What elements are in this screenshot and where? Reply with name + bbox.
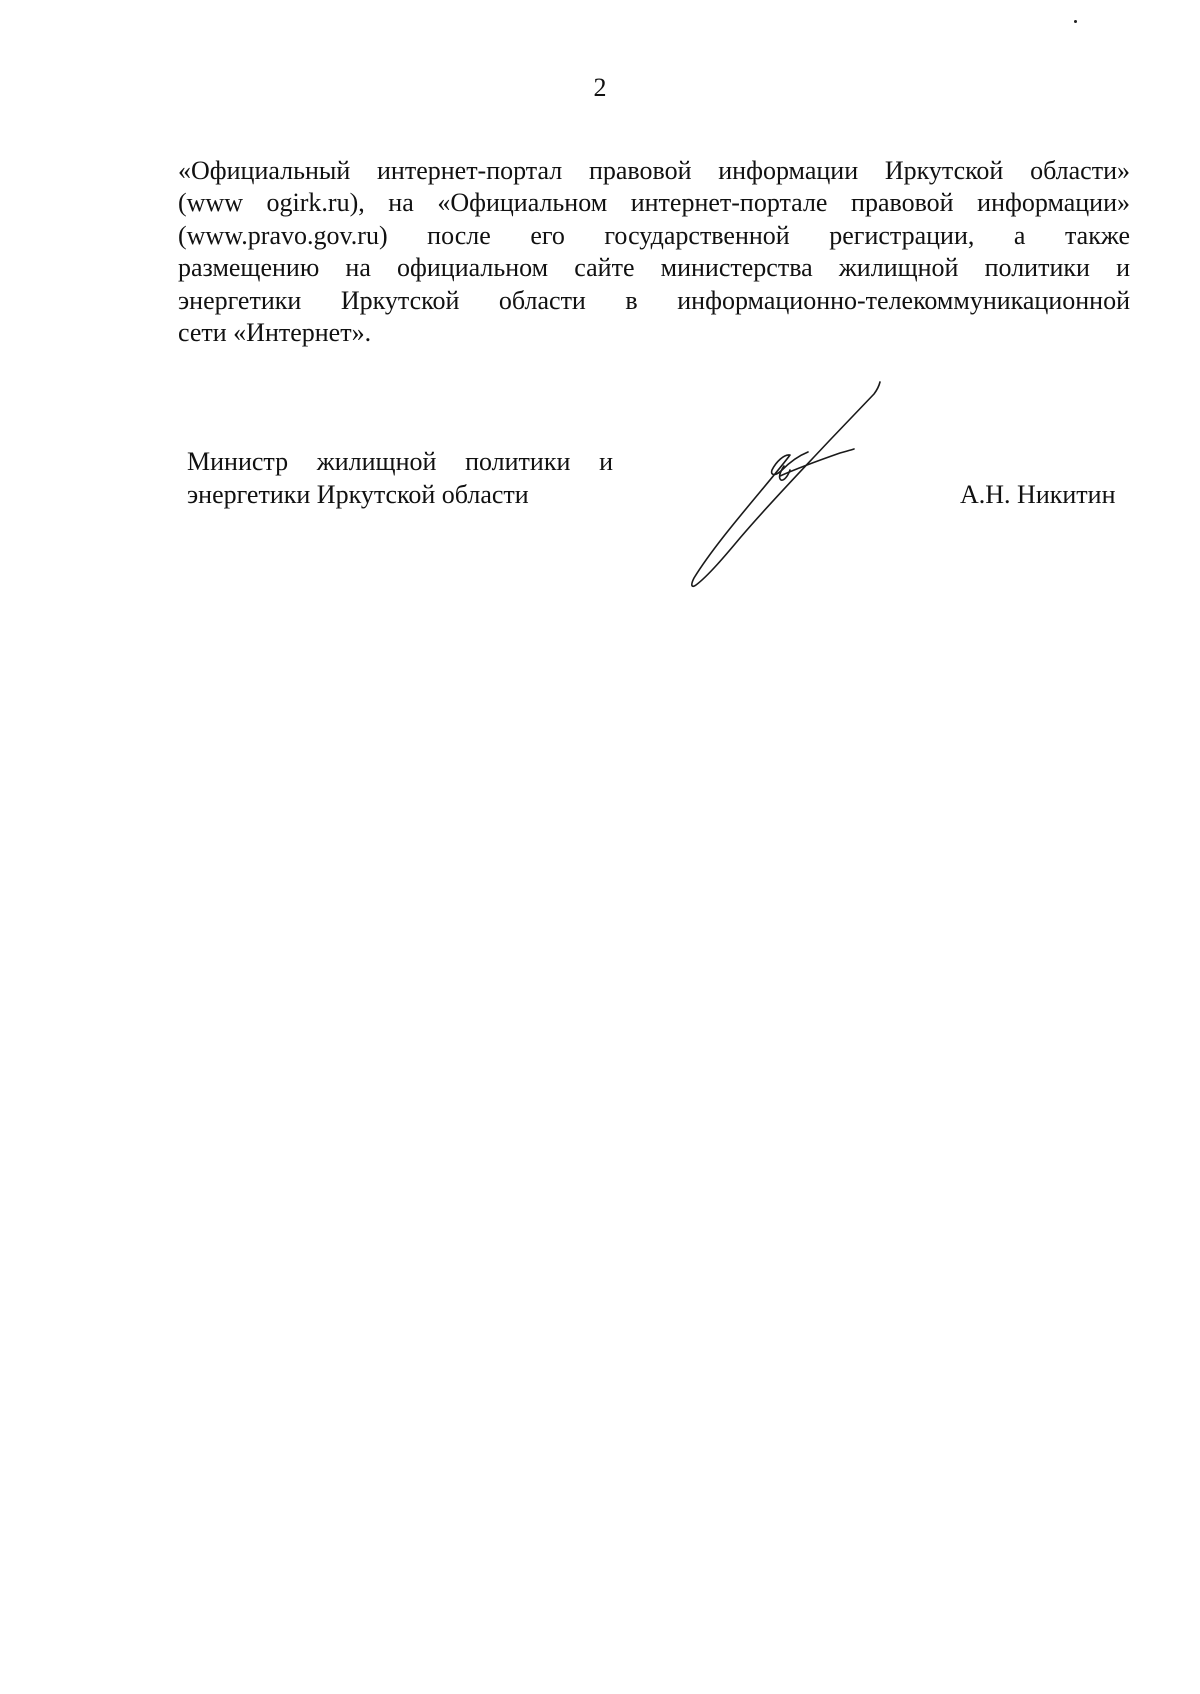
body-paragraph (178, 155, 1130, 349)
position-line: Министр жилищной политики и (187, 447, 613, 476)
body-line: (www.pravo.gov.ru) после его государственной регистрации, а также (178, 220, 1130, 250)
signer-name: А.Н. Никитин (960, 480, 1116, 509)
position-line: энергетики Иркутской области (187, 480, 529, 509)
handwritten-signature (680, 380, 900, 590)
body-line: «Официальный интернет-портал правовой информации Иркутской области» (178, 156, 1130, 185)
body-line: (www ogirk.ru), на «Официальном интернет-портале правовой информации» (178, 188, 1130, 218)
scan-speck (1074, 20, 1077, 23)
page-number: 2 (593, 73, 607, 102)
signatory-position (187, 445, 613, 511)
body-line: размещению на официальном сайте министерства жилищной политики и (178, 253, 1130, 283)
body-line: сети «Интернет». (178, 318, 372, 348)
body-line: энергетики Иркутской области в информационно-телекоммуникационной (178, 285, 1130, 315)
